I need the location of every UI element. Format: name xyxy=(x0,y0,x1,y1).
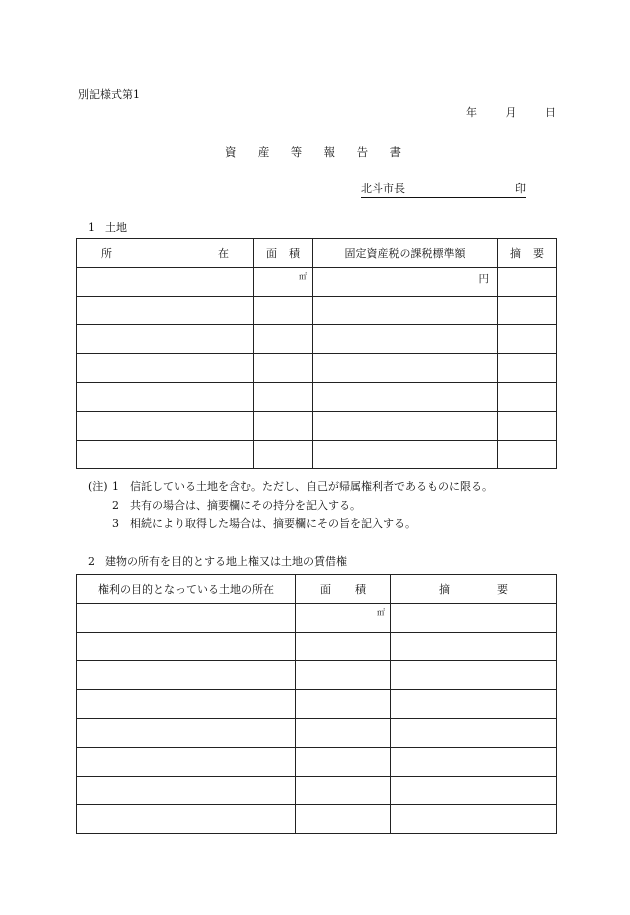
remarks-cell[interactable] xyxy=(391,805,557,834)
header-area: 面 積 xyxy=(296,575,391,604)
location-cell[interactable] xyxy=(77,440,254,469)
date-year-label: 年 xyxy=(466,106,477,119)
table-row xyxy=(77,805,557,834)
title-char: 等 xyxy=(290,145,303,159)
tax-base-cell[interactable] xyxy=(313,440,498,469)
remarks-cell[interactable] xyxy=(391,776,557,805)
section-number: 2 xyxy=(88,555,95,568)
area-cell[interactable] xyxy=(254,267,313,296)
note-text: 信託している土地を含む。ただし、自己が帰属権利者であるものに限る。 xyxy=(130,480,493,493)
table-row xyxy=(77,776,557,805)
area-cell[interactable] xyxy=(296,718,391,747)
area-cell[interactable] xyxy=(296,632,391,661)
section-1-heading xyxy=(88,219,127,235)
header-location: 所 在 xyxy=(77,239,254,268)
table-header-row xyxy=(77,575,557,604)
seal-mark: 印 xyxy=(515,182,526,195)
table-row xyxy=(77,690,557,719)
area-cell[interactable] xyxy=(254,354,313,383)
tax-base-cell[interactable] xyxy=(313,354,498,383)
section-2-heading xyxy=(88,553,347,569)
land-location-cell[interactable] xyxy=(77,805,296,834)
table-header-row xyxy=(77,239,557,268)
note-number: 2 xyxy=(112,498,119,512)
land-location-cell[interactable] xyxy=(77,603,296,632)
header-remarks: 摘 要 xyxy=(391,575,557,604)
table-row xyxy=(77,411,557,440)
table-row xyxy=(77,718,557,747)
land-location-cell[interactable] xyxy=(77,632,296,661)
remarks-cell[interactable] xyxy=(498,296,557,325)
note-line xyxy=(88,497,493,516)
header-remarks: 摘 要 xyxy=(498,239,557,268)
remarks-cell[interactable] xyxy=(391,690,557,719)
header-tax-base: 固定資産税の課税標準額 xyxy=(313,239,498,268)
document-title xyxy=(225,144,401,160)
location-cell[interactable] xyxy=(77,354,254,383)
area-cell[interactable] xyxy=(254,382,313,411)
tax-base-cell[interactable] xyxy=(313,296,498,325)
yen-unit: 円 xyxy=(478,272,489,285)
tax-base-cell[interactable] xyxy=(313,267,498,296)
note-line xyxy=(88,515,493,534)
title-char: 告 xyxy=(356,145,369,159)
land-location-cell[interactable] xyxy=(77,747,296,776)
date-line xyxy=(466,104,556,120)
square-meter-unit: ㎡ xyxy=(299,271,307,281)
note-line xyxy=(88,478,493,497)
table-row xyxy=(77,382,557,411)
area-cell[interactable] xyxy=(254,325,313,354)
area-cell[interactable] xyxy=(296,776,391,805)
land-location-cell[interactable] xyxy=(77,776,296,805)
remarks-cell[interactable] xyxy=(391,632,557,661)
note-prefix xyxy=(88,515,112,534)
location-cell[interactable] xyxy=(77,325,254,354)
date-month-label: 月 xyxy=(505,106,517,119)
form-number-label: 別記様式第1 xyxy=(78,88,140,101)
note-number: 1 xyxy=(112,480,119,493)
area-cell[interactable] xyxy=(296,603,391,632)
date-day-label: 日 xyxy=(545,106,556,119)
area-cell[interactable] xyxy=(254,296,313,325)
remarks-cell[interactable] xyxy=(498,267,557,296)
table-row xyxy=(77,354,557,383)
area-cell[interactable] xyxy=(296,805,391,834)
land-table xyxy=(76,238,557,469)
section-title: 土地 xyxy=(105,221,127,234)
note-number: 3 xyxy=(112,517,119,530)
tax-base-cell[interactable] xyxy=(313,411,498,440)
square-meter-unit: ㎡ xyxy=(377,607,385,617)
area-cell[interactable] xyxy=(296,690,391,719)
table-row xyxy=(77,440,557,469)
note-text: 共有の場合は、摘要欄にその持分を記入する。 xyxy=(130,498,361,512)
location-cell[interactable] xyxy=(77,267,254,296)
title-char: 報 xyxy=(323,145,336,159)
location-cell[interactable] xyxy=(77,296,254,325)
section-title: 建物の所有を目的とする地上権又は土地の賃借権 xyxy=(105,555,347,568)
table-row xyxy=(77,296,557,325)
section-number: 1 xyxy=(88,221,95,234)
area-cell[interactable] xyxy=(254,440,313,469)
addressee-line xyxy=(361,180,526,198)
table-row xyxy=(77,747,557,776)
title-char: 資 xyxy=(225,145,237,159)
land-location-cell[interactable] xyxy=(77,661,296,690)
table-row xyxy=(77,603,557,632)
remarks-cell[interactable] xyxy=(498,354,557,383)
addressee-name: 北斗市長 xyxy=(361,182,405,195)
remarks-cell[interactable] xyxy=(391,747,557,776)
remarks-cell[interactable] xyxy=(391,661,557,690)
leasehold-table xyxy=(76,574,557,834)
title-char: 書 xyxy=(389,145,401,159)
area-cell[interactable] xyxy=(296,661,391,690)
table-row xyxy=(77,325,557,354)
remarks-cell[interactable] xyxy=(391,718,557,747)
header-land-location: 権利の目的となっている土地の所在 xyxy=(77,575,296,604)
land-location-cell[interactable] xyxy=(77,690,296,719)
location-cell[interactable] xyxy=(77,411,254,440)
remarks-cell[interactable] xyxy=(498,382,557,411)
table-row xyxy=(77,632,557,661)
location-cell[interactable] xyxy=(77,382,254,411)
note-prefix: (注) xyxy=(88,480,108,493)
remarks-cell[interactable] xyxy=(498,325,557,354)
tax-base-cell[interactable] xyxy=(313,382,498,411)
notes-block xyxy=(88,478,493,534)
remarks-cell[interactable] xyxy=(498,411,557,440)
note-prefix xyxy=(88,497,112,516)
table-row xyxy=(77,267,557,296)
title-char: 産 xyxy=(257,145,270,159)
tax-base-cell[interactable] xyxy=(313,325,498,354)
area-cell[interactable] xyxy=(296,747,391,776)
land-location-cell[interactable] xyxy=(77,718,296,747)
remarks-cell[interactable] xyxy=(498,440,557,469)
area-cell[interactable] xyxy=(254,411,313,440)
remarks-cell[interactable] xyxy=(391,603,557,632)
header-area: 面 積 xyxy=(254,239,313,268)
table-row xyxy=(77,661,557,690)
note-text: 相続により取得した場合は、摘要欄にその旨を記入する。 xyxy=(130,517,416,530)
